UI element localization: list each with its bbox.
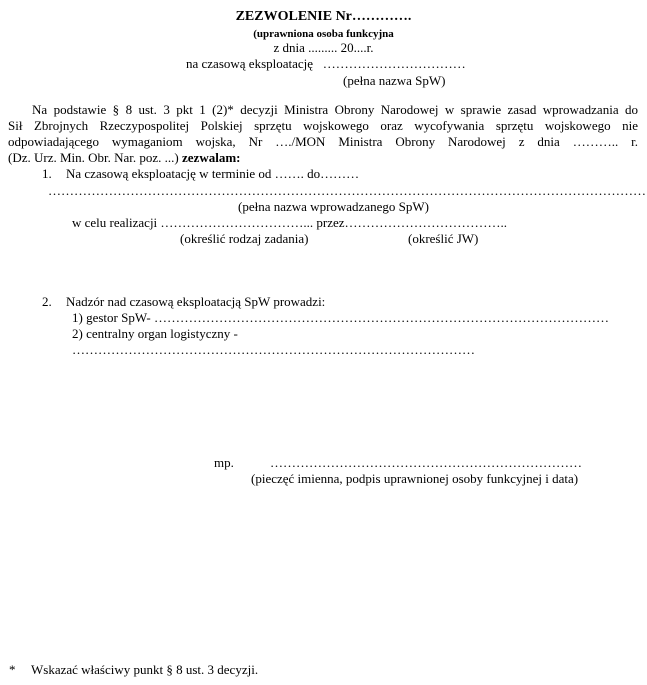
document-subtitle: (uprawniona osoba funkcyjna [253, 28, 394, 40]
mp-label: mp. [214, 455, 234, 470]
item-1-purpose: w celu realizacji ……………………………... przez……………………………….. [72, 215, 508, 230]
signature-dots: ……………………………………………………………… [270, 455, 582, 470]
item-2-sub-2-dots: ………………………………………………………………………………… [72, 342, 475, 357]
purpose-line: na czasową eksploatację …………………………… [186, 56, 466, 71]
signature-caption: (pieczęć imienna, podpis uprawnionej osoby funkcyjnej i data) [251, 471, 579, 486]
item-2-text: Nadzór nad czasową eksploatacją SpW prowadzi: [66, 294, 326, 309]
footnote-marker: * [9, 662, 16, 677]
paragraph-line-1: Na podstawie § 8 ust. 3 pkt 1 (2)* decyzji Ministra Obrony Narodowej w sprawie zasad wprowadzania do [32, 102, 638, 117]
permit-keyword: zezwalam: [182, 150, 241, 165]
purpose-caption: (pełna nazwa SpW) [343, 73, 446, 88]
paragraph-line-4 [8, 150, 240, 166]
document-title: ZEZWOLENIE Nr…………. [235, 9, 412, 24]
item-2-sub-2: 2) centralny organ logistyczny - [72, 326, 238, 341]
item-1-dots: ………………………………………………………………………………………………………………………… [48, 183, 646, 198]
paragraph-line-4-text: (Dz. Urz. Min. Obr. Nar. poz. ...) [8, 150, 183, 165]
item-1-number: 1. [42, 166, 52, 181]
item-1-text: Na czasową eksploatację w terminie od ……. do……… [66, 166, 360, 181]
paragraph-line-3: odpowiadającego wymaganiom wojska, Nr …./MON Ministra Obrony Narodowej z dnia ……….. r. [8, 134, 638, 149]
item-1-caption-task: (określić rodzaj zadania) [180, 231, 309, 246]
paragraph-line-2: Sił Zbrojnych Rzeczypospolitej Polskiej sprzętu wojskowego oraz wycofywania sprzętu wojskowego nie [8, 118, 638, 133]
date-line: z dnia ......... 20....r. [273, 40, 374, 55]
item-2-number: 2. [42, 294, 52, 309]
footnote-text: Wskazać właściwy punkt § 8 ust. 3 decyzji. [31, 662, 259, 677]
item-2-sub-1: 1) gestor SpW- …………………………………………………………………………………………… [72, 310, 609, 325]
item-1-caption: (pełna nazwa wprowadzanego SpW) [238, 199, 429, 214]
item-1-caption-unit: (określić JW) [408, 231, 479, 246]
